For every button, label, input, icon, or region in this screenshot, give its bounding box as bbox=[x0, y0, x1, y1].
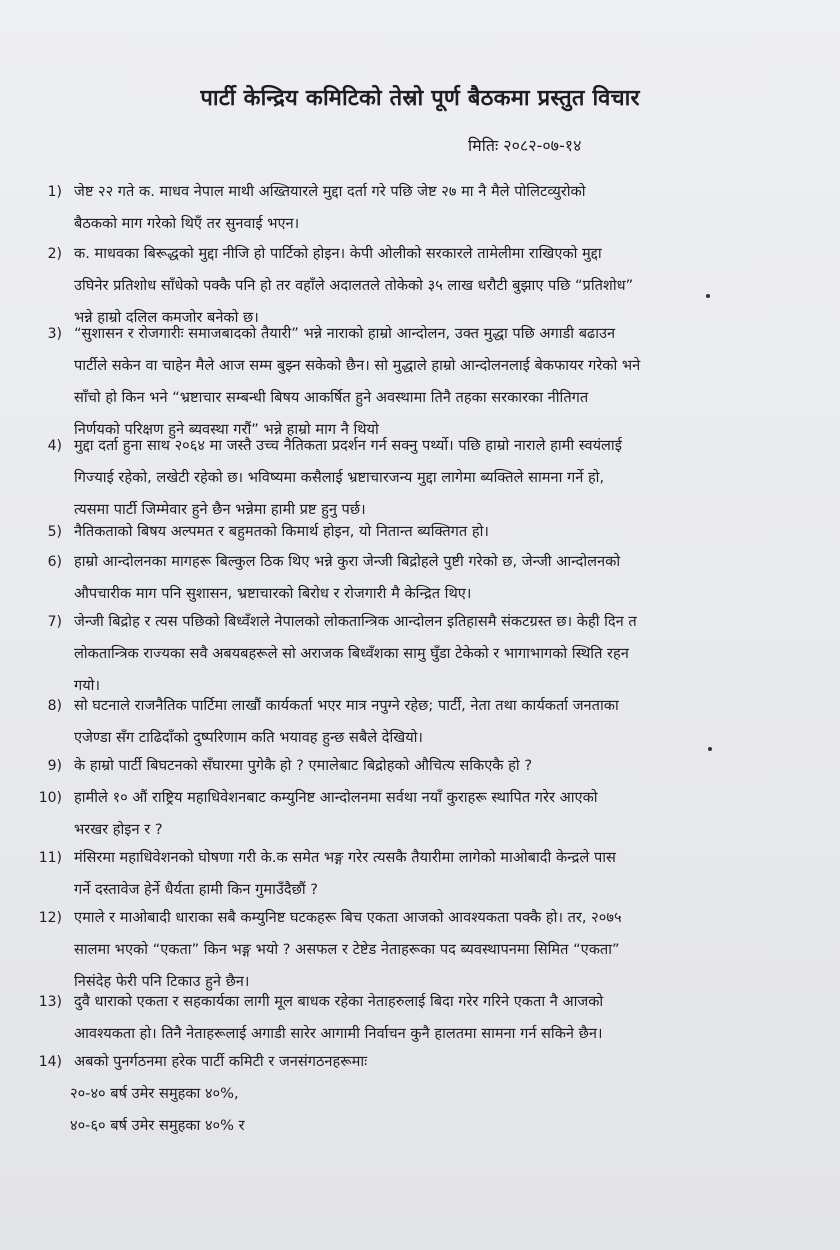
text-line: हाम्रो आन्दोलनका मागहरू बिल्कुल ठिक थिए भन्ने कुरा जेन्जी बिद्रोहले पुष्टी गरेको छ, जेन्जी आन्दोलनको bbox=[74, 553, 621, 570]
text-line: एमाले र माओबादी धाराका सबै कम्युनिष्ट घटकहरू बिच एकता आजको आवश्यकता पक्कै हो। तर, २०७५ bbox=[74, 909, 622, 926]
list-item-number: 8) bbox=[47, 698, 62, 714]
text-line: सालमा भएको “एकता” किन भङ्ग भयो ? असफल र टेष्टेड नेताहरूका पद ब्यवस्थापनमा सिमित “एकता” bbox=[74, 941, 620, 958]
text-line: अबको पुनर्गठनमा हरेक पार्टी कमिटी र जनसंगठनहरूमाः bbox=[74, 1053, 368, 1070]
text-line: के हाम्रो पार्टी बिघटनको सँघारमा पुगेकै हो ? एमालेबाट बिद्रोहको औचित्य सकिएकै हो ? bbox=[74, 757, 533, 774]
text-line: भन्ने हाम्रो दलिल कमजोर बनेको छ। bbox=[74, 309, 259, 326]
list-item-text bbox=[74, 606, 814, 702]
ink-mark bbox=[706, 294, 710, 298]
text-line: पार्टीले सकेन वा चाहेन मैले आज सम्म बुझ्न सकेको छैन। सो मुद्धाले हाम्रो आन्दोलनलाई बेकफायर गरेको भने bbox=[74, 357, 641, 374]
text-line: गयो। bbox=[74, 677, 100, 694]
text-line: क. माधवका बिरूद्धको मुद्दा नीजि हो पार्टिको होइन। केपी ओलीको सरकारले तामेलीमा राखिएको मुद्दा bbox=[74, 245, 602, 262]
text-line: जेष्ट २२ गते क. माधव नेपाल माथी अख्तियारले मुद्दा दर्ता गरे पछि जेष्ट २७ मा नै मैले पोलिटव्युरोको bbox=[74, 183, 586, 200]
list-item-text bbox=[74, 318, 814, 446]
list-item-number: 6) bbox=[47, 554, 62, 570]
list-item-number: 3) bbox=[47, 326, 62, 342]
text-line: बैठकको माग गरेको थिएँ तर सुनवाई भएन। bbox=[74, 215, 300, 232]
text-line: आवश्यकता हो। तिनै नेताहरूलाई अगाडी सारेर आगामी निर्वाचन कुनै हालतमा सामना गर्न सकिने छैन। bbox=[74, 1025, 603, 1042]
sub-line: २०-४० बर्ष उमेर समुहका ४०%, bbox=[70, 1085, 239, 1102]
text-line: लोकतान्त्रिक राज्यका सवै अबयबहरूले सो अराजक बिध्वँशका सामु घुँडा टेकेको र भागाभागको स्थिति रहन bbox=[74, 645, 629, 662]
list-item-number: 4) bbox=[47, 438, 62, 454]
text-line: त्यसमा पार्टी जिम्मेवार हुने छैन भन्नेमा हामी प्रष्ट हुनु पर्छ। bbox=[74, 501, 366, 518]
list-item-number: 5) bbox=[47, 524, 62, 540]
list-item-text bbox=[74, 176, 814, 240]
text-line: मंसिरमा महाधिवेशनको घोषणा गरी के.क समेत भङ्ग गरेर त्यसकै तैयारीमा लागेको माओबादी केन्द्रले पास bbox=[74, 849, 616, 866]
document-title: पार्टी केन्द्रिय कमिटिको तेस्रो पूर्ण बैठकमा प्रस्तुत विचार bbox=[200, 86, 640, 111]
list-item-number: 13) bbox=[38, 994, 62, 1010]
text-line: साँचो हो किन भने “भ्रष्टाचार सम्बन्धी बिषय आकर्षित हुने अवस्थामा तिनै तहका सरकारका नीतिगत bbox=[74, 389, 589, 406]
list-item-text bbox=[74, 842, 814, 906]
list-item-text bbox=[74, 546, 814, 610]
list-item-text bbox=[74, 986, 814, 1050]
text-line: हामीले १० औं राष्ट्रिय महाधिवेशनबाट कम्युनिष्ट आन्दोलनमा सर्वथा नयाँ कुराहरू स्थापित गरेर आएको bbox=[74, 789, 598, 806]
text-line: औपचारीक माग पनि सुशासन, भ्रष्टाचारको बिरोध र रोजगारी मै केन्द्रित थिए। bbox=[74, 585, 472, 602]
list-item-text bbox=[74, 516, 814, 548]
list-item-text bbox=[74, 750, 814, 782]
text-line: उघिनेर प्रतिशोध साँधेको पक्कै पनि हो तर वहाँले अदालतले तोकेको ३५ लाख धरौटी बुझाए पछि “प्रतिशोध” bbox=[74, 277, 634, 294]
text-line: गर्ने दस्तावेज हेर्ने धैर्यता हामी किन गुमाउँदैछौं ? bbox=[74, 881, 318, 898]
text-line: निसंदेह फेरी पनि टिकाउ हुने छैन। bbox=[74, 973, 250, 990]
list-item-text bbox=[74, 690, 814, 754]
text-line: सो घटनाले राजनैतिक पार्टिमा लाखौं कार्यकर्ता भएर मात्र नपुग्ने रहेछ; पार्टी, नेता तथा कार्यकर्ता जनताका bbox=[74, 697, 619, 714]
list-item-number: 7) bbox=[47, 614, 62, 630]
list-item-number: 11) bbox=[38, 850, 62, 866]
text-line: जेन्जी बिद्रोह र त्यस पछिको बिध्वँशले नेपालको लोकतान्त्रिक आन्दोलन इतिहासमै संकटग्रस्त छ। केही दिन त bbox=[74, 613, 637, 630]
text-line: दुवै धाराको एकता र सहकार्यका लागी मूल बाधक रहेका नेताहरुलाई बिदा गरेर गरिने एकता नै आजको bbox=[74, 993, 604, 1010]
text-line: निर्णयको परिक्षण हुने ब्यवस्था गरौं” भन्ने हाम्रो माग नै थियो bbox=[74, 421, 379, 438]
text-line: मुद्दा दर्ता हुना साथ २०६४ मा जस्तै उच्च नैतिकता प्रदर्शन गर्न सक्नु पर्थ्यो। पछि हाम्रो नाराले हामी स्वयंलाई bbox=[74, 437, 622, 454]
text-line: “सुशासन र रोजगारीः समाजबादको तैयारी” भन्ने नाराको हाम्रो आन्दोलन, उक्त मुद्धा पछि अगाडी बढाउन bbox=[74, 325, 616, 342]
list-item-number: 9) bbox=[47, 758, 62, 774]
text-line: भरखर होइन र ? bbox=[74, 821, 163, 838]
ink-mark bbox=[708, 747, 712, 751]
list-item-text bbox=[74, 430, 814, 526]
list-item-number: 1) bbox=[47, 184, 62, 200]
text-line: गिज्याई रहेको, लखेटी रहेको छ। भविष्यमा कसैलाई भ्रष्टाचारजन्य मुद्दा लागेमा ब्यक्तिले सामना गर्ने हो, bbox=[74, 469, 605, 486]
list-item-number: 2) bbox=[47, 246, 62, 262]
document-date: मितिः २०८२-०७-१४ bbox=[468, 136, 582, 155]
text-line: एजेण्डा सँग टाढिदाँको दुष्परिणाम कति भयावह हुन्छ सबैले देखियो। bbox=[74, 729, 423, 746]
list-item-text bbox=[74, 1046, 814, 1078]
list-item-number: 12) bbox=[38, 910, 62, 926]
list-item-text bbox=[74, 902, 814, 998]
list-item-number: 10) bbox=[38, 790, 62, 806]
text-line: नैतिकताको बिषय अल्पमत र बहुमतको किमार्थ होइन, यो नितान्त ब्यक्तिगत हो। bbox=[74, 523, 489, 540]
sub-line: ४०-६० बर्ष उमेर समुहका ४०% र bbox=[70, 1117, 245, 1134]
list-item-text bbox=[74, 782, 814, 846]
list-item-number: 14) bbox=[38, 1054, 62, 1070]
